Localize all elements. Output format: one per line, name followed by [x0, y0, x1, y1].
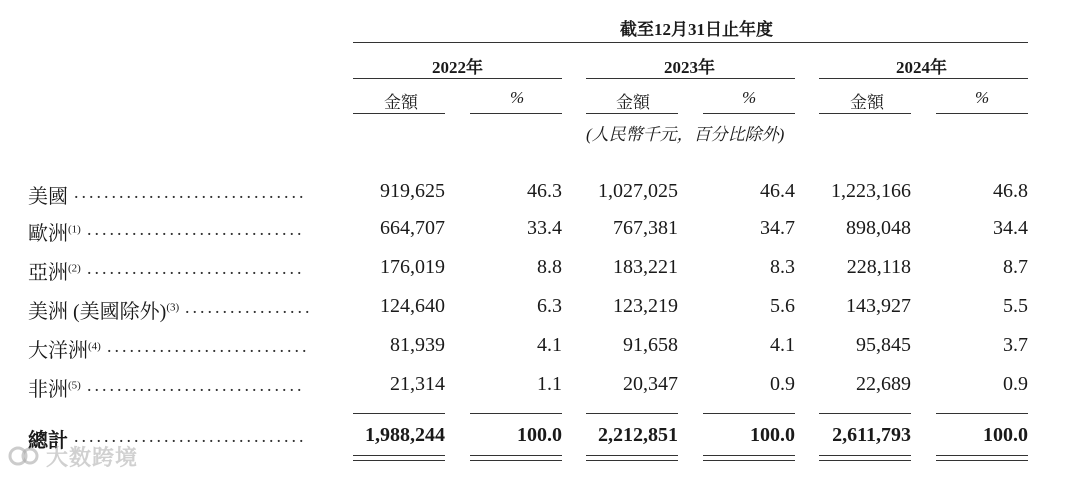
table-cell: 919,625: [380, 180, 445, 202]
table-cell: 20,347: [623, 373, 678, 395]
row-label: [28, 295, 179, 324]
row-label-text: 大洋洲: [28, 340, 88, 362]
table-cell: 123,219: [613, 295, 678, 317]
total-cell: 2,611,793: [832, 424, 911, 446]
year-2024: 2024年: [896, 58, 947, 77]
table-cell: 46.4: [760, 180, 795, 202]
double-underline: [936, 455, 1028, 456]
double-underline: [586, 460, 678, 461]
total-label: 總計: [28, 430, 68, 452]
sub-rule-amt-2022: [353, 113, 445, 114]
row-label: [28, 180, 68, 209]
table-cell: 5.5: [1003, 295, 1028, 317]
table-cell: 1,027,025: [598, 180, 678, 202]
double-underline: [470, 460, 562, 461]
table-cell: 124,640: [380, 295, 445, 317]
table-cell: 6.3: [537, 295, 562, 317]
pct-header-2023: %: [742, 88, 757, 107]
table-cell: 5.6: [770, 295, 795, 317]
sub-rule-pct-2024: [936, 113, 1028, 114]
table-cell: 1,223,166: [831, 180, 911, 202]
row-label-text: 歐洲: [28, 223, 68, 245]
table-cell: 143,927: [846, 295, 911, 317]
double-underline: [586, 455, 678, 456]
dot-leader: .............................: [87, 375, 305, 395]
table-cell: 8.7: [1003, 256, 1028, 278]
table-cell: 0.9: [770, 373, 795, 395]
row-label-text: 美國: [28, 186, 68, 208]
table-cell: 4.1: [770, 334, 795, 356]
footnote-ref: (2): [68, 262, 81, 275]
total-top-rule-1: [353, 413, 445, 414]
table-cell: 228,118: [846, 256, 911, 278]
amount-header-2022: 金額: [384, 93, 418, 112]
dot-leader: .............................: [87, 258, 305, 278]
year-rule-2022: [353, 78, 562, 79]
double-underline: [936, 460, 1028, 461]
row-label: [28, 256, 81, 285]
total-top-rule-5: [819, 413, 911, 414]
row-label: [28, 373, 81, 402]
total-cell: 2,212,851: [598, 424, 678, 446]
pct-header-2022: %: [510, 88, 525, 107]
footnote-ref: (1): [68, 223, 81, 236]
amount-header-2023: 金額: [616, 93, 650, 112]
table-cell: 46.3: [527, 180, 562, 202]
row-label-text: 非洲: [28, 379, 68, 401]
row-label-text: 美洲 (美國除外): [28, 301, 167, 323]
sub-rule-amt-2024: [819, 113, 911, 114]
table-cell: 22,689: [856, 373, 911, 395]
pct-header-2024: %: [975, 88, 990, 107]
double-underline: [353, 455, 445, 456]
double-underline: [703, 460, 795, 461]
total-top-rule-3: [586, 413, 678, 414]
double-underline: [470, 455, 562, 456]
total-cell: 100.0: [983, 424, 1028, 446]
watermark-text: 大数跨境: [46, 446, 139, 471]
dot-leader: ...............................: [74, 182, 307, 202]
table-cell: 34.4: [993, 217, 1028, 239]
double-underline: [703, 455, 795, 456]
footnote-ref: (5): [68, 379, 81, 392]
period-rule: [353, 42, 1028, 43]
table-cell: 21,314: [390, 373, 445, 395]
dot-leader: .................: [185, 297, 313, 317]
year-rule-2024: [819, 78, 1028, 79]
row-label: [28, 334, 101, 363]
table-cell: 176,019: [380, 256, 445, 278]
table-cell: 898,048: [846, 217, 911, 239]
sub-rule-pct-2023: [703, 113, 795, 114]
total-cell: 1,988,244: [365, 424, 445, 446]
table-cell: 34.7: [760, 217, 795, 239]
table-cell: 1.1: [537, 373, 562, 395]
table-cell: 183,221: [613, 256, 678, 278]
amount-header-2024: 金額: [850, 93, 884, 112]
table-cell: 8.8: [537, 256, 562, 278]
total-top-rule-4: [703, 413, 795, 414]
footnote-ref: (3): [166, 301, 180, 314]
table-cell: 95,845: [856, 334, 911, 356]
period-header: 截至12月31日止年度: [620, 20, 773, 39]
table-cell: 767,381: [613, 217, 678, 239]
footnote-ref: (4): [88, 340, 101, 353]
double-underline: [819, 455, 911, 456]
table-cell: 33.4: [527, 217, 562, 239]
table-cell: 91,658: [623, 334, 678, 356]
table-cell: 664,707: [380, 217, 445, 239]
year-2022: 2022年: [432, 58, 483, 77]
dot-leader: ...........................: [107, 336, 310, 356]
table-cell: 8.3: [770, 256, 795, 278]
year-rule-2023: [586, 78, 795, 79]
table-cell: 4.1: [537, 334, 562, 356]
sub-rule-pct-2022: [470, 113, 562, 114]
row-label-text: 亞洲: [28, 262, 68, 284]
total-top-rule-6: [936, 413, 1028, 414]
sub-rule-amt-2023: [586, 113, 678, 114]
watermark-logo-icon: [8, 445, 42, 467]
year-2023: 2023年: [664, 58, 715, 77]
double-underline: [353, 460, 445, 461]
total-cell: 100.0: [517, 424, 562, 446]
dot-leader: .............................: [87, 219, 305, 239]
double-underline: [819, 460, 911, 461]
total-cell: 100.0: [750, 424, 795, 446]
total-top-rule-2: [470, 413, 562, 414]
table-cell: 81,939: [390, 334, 445, 356]
dot-leader: ...............................: [74, 426, 307, 446]
table-cell: 0.9: [1003, 373, 1028, 395]
unit-note: (人民幣千元，百分比除外): [586, 125, 785, 144]
table-cell: 3.7: [1003, 334, 1028, 356]
row-label: [28, 217, 81, 246]
table-cell: 46.8: [993, 180, 1028, 202]
